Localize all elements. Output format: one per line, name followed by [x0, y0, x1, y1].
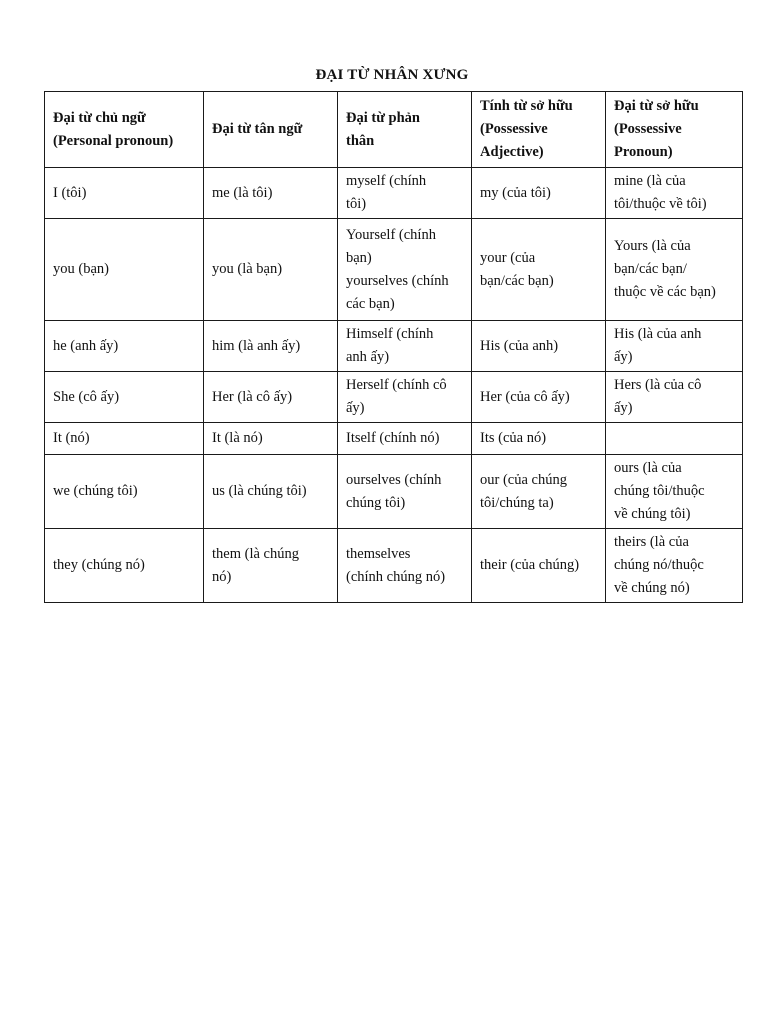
table-cell: you (bạn) [45, 219, 204, 321]
table-cell: His (là của anh ấy) [606, 321, 743, 372]
table-cell: ourselves (chính chúng tôi) [338, 455, 472, 529]
header-personal-pronoun: Đại từ chủ ngữ (Personal pronoun) [45, 92, 204, 168]
table-cell: ours (là của chúng tôi/thuộc về chúng tôi) [606, 455, 743, 529]
table-cell: Her (là cô ấy) [204, 372, 338, 423]
table-cell: he (anh ấy) [45, 321, 204, 372]
table-cell: theirs (là của chúng nó/thuộc về chúng nó) [606, 529, 743, 603]
table-row [45, 219, 743, 321]
table-cell: we (chúng tôi) [45, 455, 204, 529]
table-cell: mine (là của tôi/thuộc về tôi) [606, 168, 743, 219]
table-cell: your (của bạn/các bạn) [472, 219, 606, 321]
table-row [45, 321, 743, 372]
header-object-pronoun: Đại từ tân ngữ [204, 92, 338, 168]
table-cell: She (cô ấy) [45, 372, 204, 423]
table-header-row [45, 92, 743, 168]
table-cell: Itself (chính nó) [338, 423, 472, 455]
table-cell: him (là anh ấy) [204, 321, 338, 372]
table-row [45, 529, 743, 603]
table-cell: them (là chúng nó) [204, 529, 338, 603]
table-row [45, 372, 743, 423]
table-cell: my (của tôi) [472, 168, 606, 219]
table-row [45, 423, 743, 455]
table-cell: I (tôi) [45, 168, 204, 219]
table-cell: they (chúng nó) [45, 529, 204, 603]
table-cell: their (của chúng) [472, 529, 606, 603]
header-possessive-pronoun: Đại từ sở hữu (Possessive Pronoun) [606, 92, 743, 168]
table-cell: Himself (chính anh ấy) [338, 321, 472, 372]
table-row [45, 168, 743, 219]
header-reflexive-pronoun: Đại từ phản thân [338, 92, 472, 168]
table-cell: our (của chúng tôi/chúng ta) [472, 455, 606, 529]
pronoun-table [44, 91, 743, 603]
table-row [45, 455, 743, 529]
table-cell: It (là nó) [204, 423, 338, 455]
table-cell: It (nó) [45, 423, 204, 455]
table-cell: His (của anh) [472, 321, 606, 372]
table-cell: myself (chính tôi) [338, 168, 472, 219]
table-cell: Its (của nó) [472, 423, 606, 455]
table-cell: me (là tôi) [204, 168, 338, 219]
table-cell: Herself (chính cô ấy) [338, 372, 472, 423]
table-cell [606, 423, 743, 455]
table-cell: Hers (là của cô ấy) [606, 372, 743, 423]
table-cell: us (là chúng tôi) [204, 455, 338, 529]
table-cell: Yours (là của bạn/các bạn/ thuộc về các bạn) [606, 219, 743, 321]
table-cell: themselves (chính chúng nó) [338, 529, 472, 603]
page-title: ĐẠI TỪ NHÂN XƯNG [315, 67, 469, 83]
table-cell: Her (của cô ấy) [472, 372, 606, 423]
table-cell: Yourself (chính bạn) yourselves (chính các bạn) [338, 219, 472, 321]
table-cell: you (là bạn) [204, 219, 338, 321]
header-possessive-adjective: Tính từ sở hữu (Possessive Adjective) [472, 92, 606, 168]
